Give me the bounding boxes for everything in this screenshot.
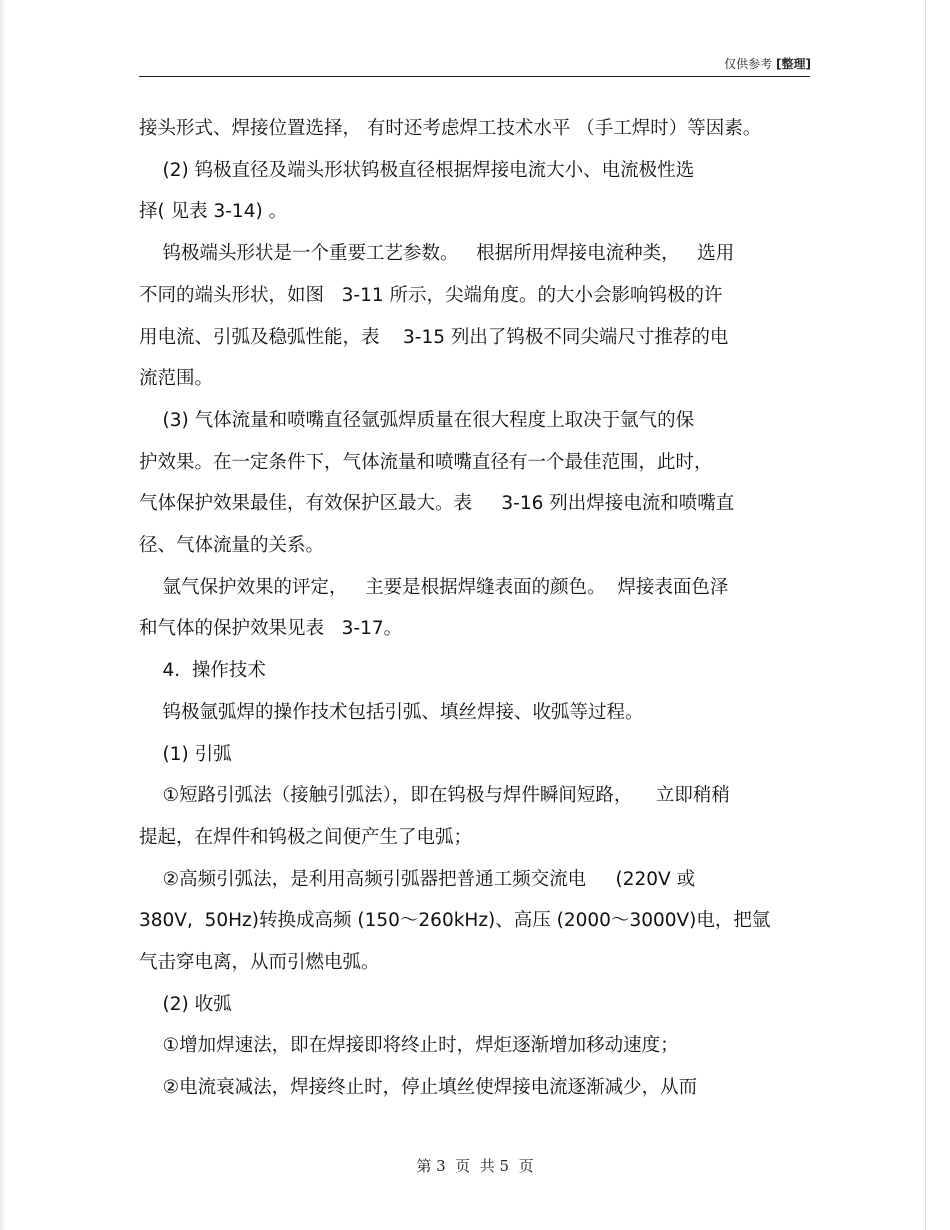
page-footer: 第 3 页 共 5 页 — [416, 1157, 534, 1175]
text-line: 气击穿电离，从而引燃电弧。 — [139, 952, 380, 973]
text-line: 钨极氩弧焊的操作技术包括引弧、填丝焊接、收弧等过程。 — [139, 701, 644, 723]
header-divider — [139, 76, 810, 77]
text-line: 接头形式、焊接位置选择， 有时还考虑焊工技术水平 （手工焊时）等因素。 — [139, 118, 762, 139]
text-line: (2) 钨极直径及端头形状钨极直径根据焊接电流大小、电流极性选 — [139, 159, 695, 181]
text-line: 用电流、引弧及稳弧性能，表 3-15 列出了钨极不同尖端尺寸推荐的电 — [139, 326, 729, 348]
text-line: 择( 见表 3-14) 。 — [139, 201, 288, 223]
text-line: ①短路引弧法（接触引弧法），即在钨极与焊件瞬间短路， 立即稍稍 — [139, 785, 730, 807]
text-line: (2) 收弧 — [139, 993, 232, 1015]
text-line: 护效果。在一定条件下，气体流量和喷嘴直径有一个最佳范围，此时， — [139, 451, 713, 473]
page-shadow — [0, 0, 6, 1230]
text-line: ②电流衰减法，焊接终止时，停止填丝使焊接电流逐渐减少，从而 — [139, 1077, 698, 1099]
text-line: 流范围。 — [139, 368, 214, 390]
text-line: 和气体的保护效果见表 3-17。 — [139, 618, 403, 640]
text-line: 氩气保护效果的评定， 主要是根据焊缝表面的颜色。 焊接表面色泽 — [139, 576, 729, 598]
text-line: (3) 气体流量和喷嘴直径氩弧焊质量在很大程度上取决于氩气的保 — [139, 409, 695, 431]
text-line: 气体保护效果最佳，有效保护区最大。表 3-16 列出焊接电流和喷嘴直 — [139, 493, 735, 515]
text-line: ①增加焊速法，即在焊接即将终止时，焊炬逐渐增加移动速度； — [139, 1035, 679, 1057]
text-line: (1) 引弧 — [139, 743, 232, 765]
text-line: 提起，在焊件和钨极之间便产生了电弧； — [139, 826, 473, 848]
page-edge — [925, 0, 926, 1230]
text-line: 不同的端头形状，如图 3-11 所示，尖端角度。的大小会影响钨极的许 — [139, 284, 723, 306]
text-line: 径、气体流量的关系。 — [139, 535, 325, 556]
text-line: 380V, 50Hz)转换成高频 (150～260kHz)、高压 (2000～3000V)电，把氩 — [139, 910, 771, 932]
text-line: ②高频引弧法，是利用高频引弧器把普通工频交流电 (220V 或 — [139, 868, 696, 890]
header-tag: [整理] — [776, 57, 811, 71]
text-line: 4. 操作技术 — [139, 660, 266, 682]
text-line: 钨极端头形状是一个重要工艺参数。 根据所用焊接电流种类， 选用 — [139, 243, 735, 265]
header-label: 仅供参考 — [724, 57, 773, 71]
page-header — [724, 55, 811, 72]
